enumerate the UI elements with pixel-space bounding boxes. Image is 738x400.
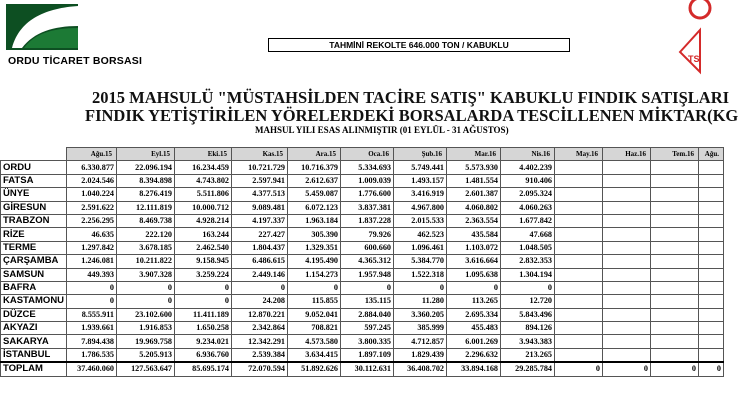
value-cell [651,295,699,308]
table-row [1,201,724,214]
value-cell: 1.786.535 [67,348,117,362]
value-cell: 449.393 [67,268,117,281]
hazelnut-sales-table [0,147,724,377]
value-cell: 2.342.864 [232,322,288,335]
value-cell [699,268,724,281]
value-cell: 1.963.184 [288,214,341,227]
month-header: Kas.15 [232,148,288,161]
value-cell: 1.009.039 [341,174,394,187]
value-cell: 4.195.490 [288,255,341,268]
exchange-name: TRABZON [1,214,67,227]
value-cell: 10.716.379 [288,161,341,174]
value-cell: 0 [288,281,341,294]
value-cell [699,281,724,294]
value-cell: 1.677.842 [501,214,555,227]
month-header: Ağu. [699,148,724,161]
value-cell: 462.523 [394,228,447,241]
value-cell: 16.234.459 [175,161,232,174]
value-cell: 5.384.770 [394,255,447,268]
exchange-name: SAMSUN [1,268,67,281]
value-cell: 5.205.913 [117,348,175,362]
value-cell: 3.678.185 [117,241,175,254]
value-cell: 1.304.194 [501,268,555,281]
value-cell: 46.635 [67,228,117,241]
value-cell: 4.060.263 [501,201,555,214]
month-header: Oca.16 [341,148,394,161]
value-cell: 11.280 [394,295,447,308]
value-cell: 9.158.945 [175,255,232,268]
value-cell: 435.584 [447,228,501,241]
logo-caption: ORDU TİCARET BORSASI [8,55,143,67]
value-cell: 5.749.441 [394,161,447,174]
value-cell: 1.939.661 [67,322,117,335]
table-row [1,161,724,174]
value-cell: 1.957.948 [341,268,394,281]
value-cell: 4.060.802 [447,201,501,214]
value-cell: 0 [603,362,651,376]
value-cell: 1.297.842 [67,241,117,254]
value-cell: 1.096.461 [394,241,447,254]
table-row [1,348,724,362]
svg-text:TS: TS [688,54,700,64]
month-header: Nis.16 [501,148,555,161]
exchange-name: AKYAZI [1,322,67,335]
value-cell: 6.001.269 [447,335,501,348]
month-header: Haz.16 [603,148,651,161]
value-cell: 5.843.496 [501,308,555,321]
value-cell [603,174,651,187]
value-cell: 10.211.822 [117,255,175,268]
value-cell [699,188,724,201]
value-cell [603,228,651,241]
value-cell [555,281,603,294]
value-cell: 455.483 [447,322,501,335]
value-cell: 4.377.513 [232,188,288,201]
exchange-name: GİRESUN [1,201,67,214]
value-cell [651,255,699,268]
value-cell [555,295,603,308]
table-row [1,255,724,268]
value-cell: 0 [232,281,288,294]
value-cell: 0 [67,295,117,308]
value-cell [651,174,699,187]
value-cell [651,241,699,254]
value-cell [555,188,603,201]
value-cell [555,335,603,348]
value-cell: 1.103.072 [447,241,501,254]
value-cell: 1.040.224 [67,188,117,201]
estimated-harvest-box: TAHMİNİ REKOLTE 646.000 TON / KABUKLU [268,38,570,52]
value-cell: 3.837.381 [341,201,394,214]
exchange-name: TERME [1,241,67,254]
value-cell: 597.245 [341,322,394,335]
value-cell [699,322,724,335]
value-cell: 1.154.273 [288,268,341,281]
value-cell: 8.276.419 [117,188,175,201]
value-cell [699,348,724,362]
value-cell: 36.408.702 [394,362,447,376]
exchange-name: DÜZCE [1,308,67,321]
value-cell: 1.804.437 [232,241,288,254]
value-cell: 30.112.631 [341,362,394,376]
value-cell [699,214,724,227]
value-cell: 3.800.335 [341,335,394,348]
value-cell: 2.695.334 [447,308,501,321]
value-cell: 37.460.060 [67,362,117,376]
month-header: Tem.16 [651,148,699,161]
value-cell: 5.334.693 [341,161,394,174]
value-cell [555,228,603,241]
value-cell [603,322,651,335]
value-cell: 0 [651,362,699,376]
value-cell: 2.612.637 [288,174,341,187]
exchange-name: KASTAMONU [1,295,67,308]
value-cell: 4.402.239 [501,161,555,174]
value-cell [555,348,603,362]
value-cell [603,255,651,268]
value-cell: 1.916.853 [117,322,175,335]
value-cell: 3.360.205 [394,308,447,321]
value-cell: 24.208 [232,295,288,308]
value-cell: 1.329.351 [288,241,341,254]
value-cell: 115.855 [288,295,341,308]
value-cell: 0 [175,295,232,308]
value-cell [603,308,651,321]
table-row [1,214,724,227]
tso-logo-fragment [670,0,700,72]
value-cell: 4.928.214 [175,214,232,227]
value-cell [603,268,651,281]
value-cell: 0 [447,281,501,294]
value-cell: 0 [501,281,555,294]
value-cell: 11.411.189 [175,308,232,321]
value-cell: 127.563.647 [117,362,175,376]
value-cell: 1.776.600 [341,188,394,201]
value-cell: 33.894.168 [447,362,501,376]
value-cell [603,281,651,294]
value-cell: 3.259.224 [175,268,232,281]
value-cell: 2.601.387 [447,188,501,201]
table-row [1,188,724,201]
value-cell: 12.870.221 [232,308,288,321]
value-cell [651,214,699,227]
value-cell [699,228,724,241]
value-cell: 2.296.632 [447,348,501,362]
value-cell: 6.936.760 [175,348,232,362]
season-subtitle: MAHSUL YILI ESAS ALINMIŞTIR (01 EYLÜL - 31 AĞUSTOS) [255,125,509,135]
value-cell: 1.897.109 [341,348,394,362]
value-cell: 213.265 [501,348,555,362]
value-cell [651,348,699,362]
value-cell: 2.462.540 [175,241,232,254]
value-cell: 0 [555,362,603,376]
value-cell: 8.469.738 [117,214,175,227]
month-header: Eyl.15 [117,148,175,161]
value-cell: 2.449.146 [232,268,288,281]
value-cell: 5.459.087 [288,188,341,201]
value-cell [651,228,699,241]
value-cell: 2.597.941 [232,174,288,187]
value-cell: 708.821 [288,322,341,335]
value-cell: 6.486.615 [232,255,288,268]
exchange-name: ÇARŞAMBA [1,255,67,268]
value-cell: 8.394.898 [117,174,175,187]
value-cell [651,268,699,281]
table-row [1,268,724,281]
value-cell [651,201,699,214]
value-cell: 1.837.228 [341,214,394,227]
value-cell [603,295,651,308]
value-cell: 0 [175,281,232,294]
value-cell: 29.285.784 [501,362,555,376]
value-cell [555,268,603,281]
value-cell: 4.197.337 [232,214,288,227]
value-cell [603,214,651,227]
exchange-name: BAFRA [1,281,67,294]
value-cell: 10.721.729 [232,161,288,174]
month-header: May.16 [555,148,603,161]
value-cell: 4.712.857 [394,335,447,348]
month-header: Ağu.15 [67,148,117,161]
value-cell [651,308,699,321]
value-cell [699,201,724,214]
value-cell [603,188,651,201]
value-cell: 163.244 [175,228,232,241]
value-cell [699,295,724,308]
main-title-line2: FINDIK YETİŞTİRİLEN YÖRELERDEKİ BORSALARDA TESCİLLENEN MİKTAR(KG [85,106,738,125]
value-cell: 1.522.318 [394,268,447,281]
value-cell [603,348,651,362]
table-row [1,228,724,241]
value-cell: 79.926 [341,228,394,241]
value-cell: 3.634.415 [288,348,341,362]
value-cell: 222.120 [117,228,175,241]
value-cell: 12.342.291 [232,335,288,348]
value-cell: 1.246.081 [67,255,117,268]
value-cell: 5.511.806 [175,188,232,201]
month-header: Eki.15 [175,148,232,161]
value-cell [555,174,603,187]
value-cell [651,161,699,174]
value-cell: 5.573.930 [447,161,501,174]
value-cell: 12.111.819 [117,201,175,214]
value-cell [555,255,603,268]
value-cell: 1.493.157 [394,174,447,187]
value-cell: 47.668 [501,228,555,241]
exchange-name: FATSA [1,174,67,187]
value-cell [555,241,603,254]
value-cell: 0 [117,281,175,294]
value-cell: 2.363.554 [447,214,501,227]
value-cell: 2.884.040 [341,308,394,321]
exchange-name: ÜNYE [1,188,67,201]
value-cell: 9.089.481 [232,201,288,214]
value-cell: 0 [394,281,447,294]
exchange-name: ORDU [1,161,67,174]
value-cell: 0 [117,295,175,308]
value-cell: 2.095.324 [501,188,555,201]
value-cell: 6.330.877 [67,161,117,174]
value-cell: 12.720 [501,295,555,308]
value-cell: 3.416.919 [394,188,447,201]
value-cell: 2.024.546 [67,174,117,187]
value-cell [699,308,724,321]
value-cell: 8.555.911 [67,308,117,321]
value-cell: 23.102.600 [117,308,175,321]
value-cell: 2.256.295 [67,214,117,227]
value-cell: 0 [341,281,394,294]
value-cell: 4.743.802 [175,174,232,187]
value-cell [555,201,603,214]
value-cell [651,322,699,335]
total-label: TOPLAM [1,362,67,376]
value-cell: 22.096.194 [117,161,175,174]
value-cell: 4.573.580 [288,335,341,348]
total-row [1,362,724,376]
corner-cell [1,148,67,161]
value-cell: 305.390 [288,228,341,241]
value-cell: 51.892.626 [288,362,341,376]
value-cell [699,335,724,348]
value-cell: 85.695.174 [175,362,232,376]
exchange-name: İSTANBUL [1,348,67,362]
value-cell: 4.365.312 [341,255,394,268]
table-row [1,281,724,294]
value-cell: 1.650.258 [175,322,232,335]
value-cell [651,335,699,348]
value-cell: 7.894.438 [67,335,117,348]
value-cell [603,161,651,174]
value-cell: 227.427 [232,228,288,241]
value-cell: 3.943.383 [501,335,555,348]
value-cell: 0 [699,362,724,376]
value-cell [699,255,724,268]
value-cell: 385.999 [394,322,447,335]
value-cell [699,161,724,174]
value-cell [603,335,651,348]
value-cell: 9.052.041 [288,308,341,321]
month-header: Şub.16 [394,148,447,161]
table-row [1,308,724,321]
value-cell: 2.832.353 [501,255,555,268]
value-cell: 6.072.123 [288,201,341,214]
value-cell [555,308,603,321]
value-cell [555,161,603,174]
month-header-row [1,148,724,161]
value-cell [651,281,699,294]
value-cell: 72.070.594 [232,362,288,376]
month-header: Ara.15 [288,148,341,161]
value-cell: 9.234.021 [175,335,232,348]
value-cell: 1.048.505 [501,241,555,254]
value-cell: 1.829.439 [394,348,447,362]
value-cell: 910.406 [501,174,555,187]
value-cell: 1.481.554 [447,174,501,187]
exchange-name: SAKARYA [1,335,67,348]
table-row [1,335,724,348]
value-cell [699,174,724,187]
table-row [1,322,724,335]
value-cell: 1.095.638 [447,268,501,281]
value-cell [555,322,603,335]
value-cell [603,241,651,254]
value-cell: 600.660 [341,241,394,254]
value-cell: 2.591.622 [67,201,117,214]
value-cell [603,201,651,214]
value-cell: 4.967.800 [394,201,447,214]
value-cell: 19.969.758 [117,335,175,348]
value-cell [555,214,603,227]
value-cell [699,241,724,254]
value-cell: 0 [67,281,117,294]
value-cell: 894.126 [501,322,555,335]
value-cell: 3.907.328 [117,268,175,281]
value-cell: 113.265 [447,295,501,308]
value-cell: 135.115 [341,295,394,308]
value-cell: 2.015.533 [394,214,447,227]
value-cell: 2.539.384 [232,348,288,362]
value-cell: 10.000.712 [175,201,232,214]
value-cell: 3.616.664 [447,255,501,268]
table-row [1,174,724,187]
table-row [1,241,724,254]
main-title: 2015 MAHSULÜ "MÜSTAHSİLDEN TACİRE SATIŞ" KABUKLU FINDIK SATIŞLARI [92,88,730,107]
table-row [1,295,724,308]
exchange-name: RİZE [1,228,67,241]
month-header: Mar.16 [447,148,501,161]
value-cell [651,188,699,201]
